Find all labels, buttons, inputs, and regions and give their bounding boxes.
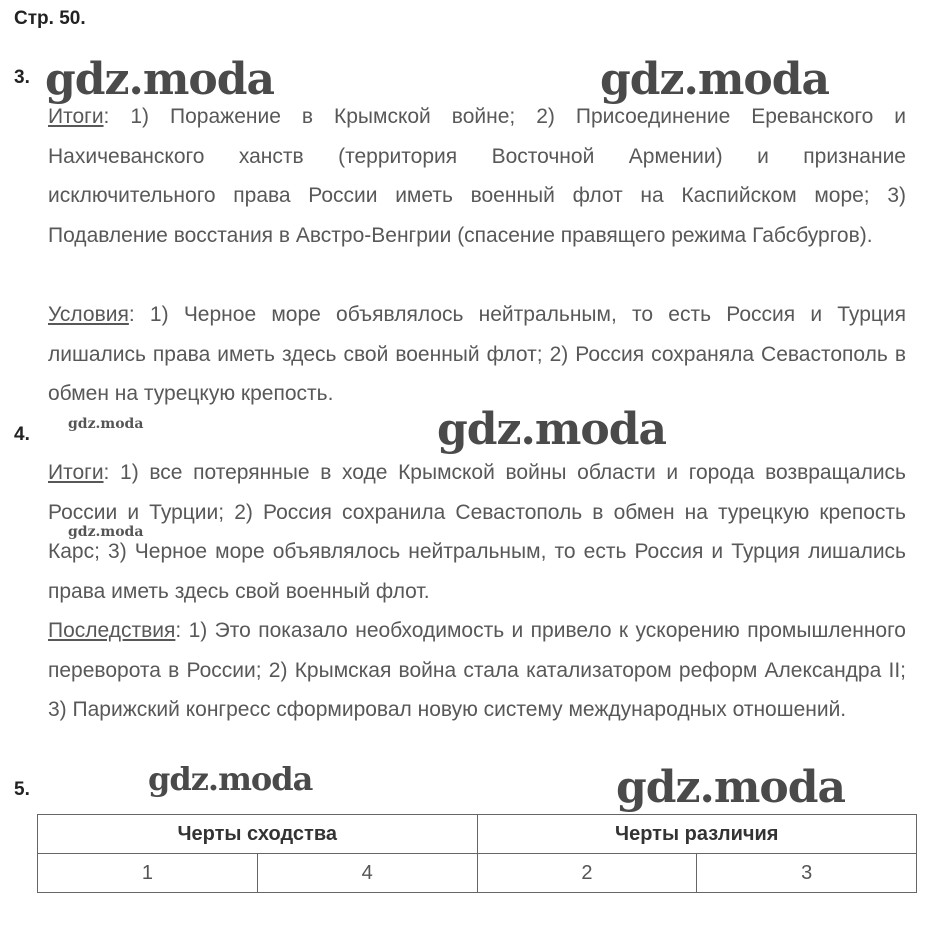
watermark-small: gdz.moda [68,416,144,432]
table-row [38,854,917,893]
results-label: Итоги [48,461,104,484]
watermark-logo: gdz.moda [437,404,667,455]
table-header-row [38,815,917,854]
watermark-logo: gdz.moda [45,54,275,105]
watermark-logo: gdz.moda [600,54,830,105]
table-cell: 3 [697,854,917,893]
section-5-number: 5. [14,779,30,800]
table-cell: 4 [257,854,477,893]
conditions-label: Условия [48,303,129,326]
section-3-results [48,97,906,255]
conditions-text: : 1) Черное море объявлялось нейтральным, то есть Россия и Турция лишались права иметь здесь свой военный флот; 2) Россия сохраняла Севастополь в обмен на турецкую крепость. [48,303,906,405]
results-label: Итоги [48,105,104,128]
section-3-number: 3. [14,67,30,88]
consequences-text: : 1) Это показало необходимость и привело к ускорению промышленного переворота в России; 2) Крымская война стала катализатором реформ Александра II; 3) Парижский конгресс сформировал новую систему международных отношений. [48,619,906,721]
watermark-logo: gdz.moda [616,762,846,813]
table-header-differences: Черты различия [477,815,917,854]
results-text: : 1) Поражение в Крымской войне; 2) Присоединение Ереванского и Нахичеванского ханств (территория Восточной Армении) и признание исключительного права России иметь военный флот на Каспийском море; 3) Подавление восстания в Австро-Венгрии (спасение правящего режима Габсбургов). [48,105,906,247]
comparison-table [37,814,917,893]
results-text: : 1) все потерянные в ходе Крымской войны области и города возвращались России и Турции; 2) Россия сохранила Севастополь в обмен на турецкую крепость Карс; 3) Черное море объявлялось нейтральным, то есть Россия и Турция лишались права иметь здесь свой военный флот. [48,461,906,603]
section-4-results [48,453,906,611]
page-title: Стр. 50. [14,8,86,29]
consequences-label: Последствия [48,619,176,642]
table-cell: 1 [38,854,258,893]
table-header-similarities: Черты сходства [38,815,478,854]
watermark-small: gdz.moda [68,524,144,540]
section-4-number: 4. [14,424,30,445]
watermark-logo: gdz.moda [148,760,313,798]
table-cell: 2 [477,854,697,893]
section-3-conditions [48,295,906,414]
section-4-consequences [48,611,906,730]
